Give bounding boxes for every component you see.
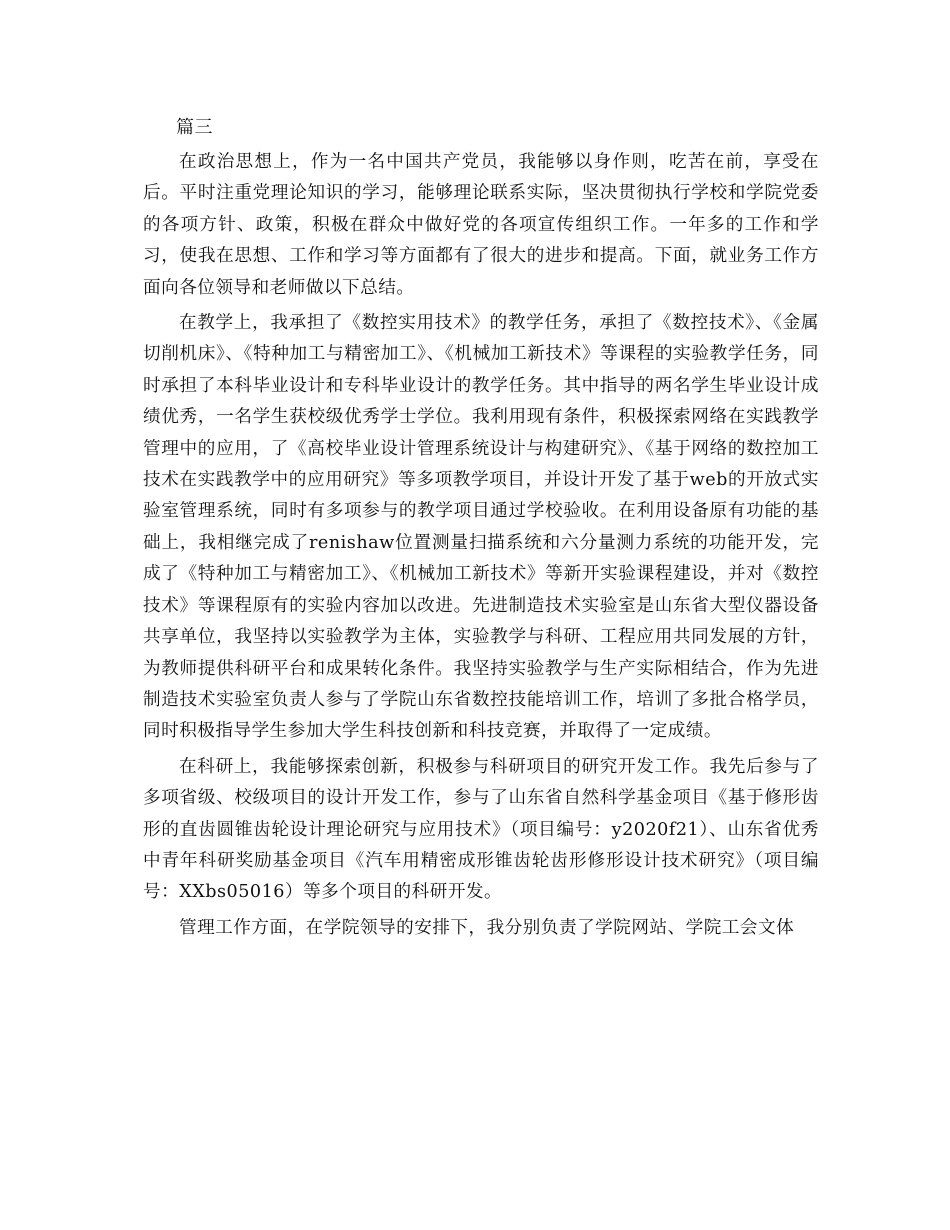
paragraph-teaching: 在教学上，我承担了《数控实用技术》的教学任务，承担了《数控技术》、《金属切削机床》、《特种加工与精密加工》、《机械加工新技术》等课程的实验教学任务，同时承担了本科毕业设计和专科毕业设计的教学任务。其中指导的两名学生毕业设计成绩优秀，一名学生获校级优秀学士学位。我利用现有条件，积极探索网络在实践教学管理中的应用，了《高校毕业设计管理系统设计与构建研究》、《基于网络的数控加工技术在实践教学中的应用研究》等多项教学项目，并设计开发了基于web的开放式实验室管理系统，同时有多项参与的教学项目通过学校验收。在利用设备原有功能的基础上，我相继完成了renishaw位置测量扫描系统和六分量测力系统的功能开发，完成了《特种加工与精密加工》、《机械加工新技术》等新开实验课程建设，并对《数控技术》等课程原有的实验内容加以改进。先进制造技术实验室是山东省大型仪器设备共享单位，我坚持以实验教学为主体，实验教学与科研、工程应用共同发展的方针，为教师提供科研平台和成果转化条件。我坚持实验教学与生产实际相结合，作为先进制造技术实验室负责人参与了学院山东省数控技能培训工作，培训了多批合格学员，同时积极指导学生参加大学生科技创新和科技竞赛，并取得了一定成绩。 — [143, 313, 819, 742]
document-body — [143, 112, 819, 948]
paragraph-research: 在科研上，我能够探索创新，积极参与科研项目的研究开发工作。我先后参与了多项省级、校级项目的设计开发工作，参与了山东省自然科学基金项目《基于修形齿形的直齿圆锥齿轮设计理论研究与应用技术》（项目编号：y2020f21）、山东省优秀中青年科研奖励基金项目《汽车用精密成形锥齿轮齿形修形设计技术研究》（项目编号：XXbs05016）等多个项目的科研开发。 — [143, 756, 819, 903]
paragraph-management: 管理工作方面，在学院领导的安排下，我分别负责了学院网站、学院工会文体 — [179, 917, 795, 938]
paragraph-political-thought: 在政治思想上，作为一名中国共产党员，我能够以身作则，吃苦在前，享受在后。平时注重党理论知识的学习，能够理论联系实际，坚决贯彻执行学校和学院党委的各项方针、政策，积极在群众中做好党的各项宣传组织工作。一年多的工作和学习，使我在思想、工作和学习等方面都有了很大的进步和提高。下面，就业务工作方面向各位领导和老师做以下总结。 — [143, 152, 819, 298]
section-title: 篇三 — [176, 117, 213, 138]
